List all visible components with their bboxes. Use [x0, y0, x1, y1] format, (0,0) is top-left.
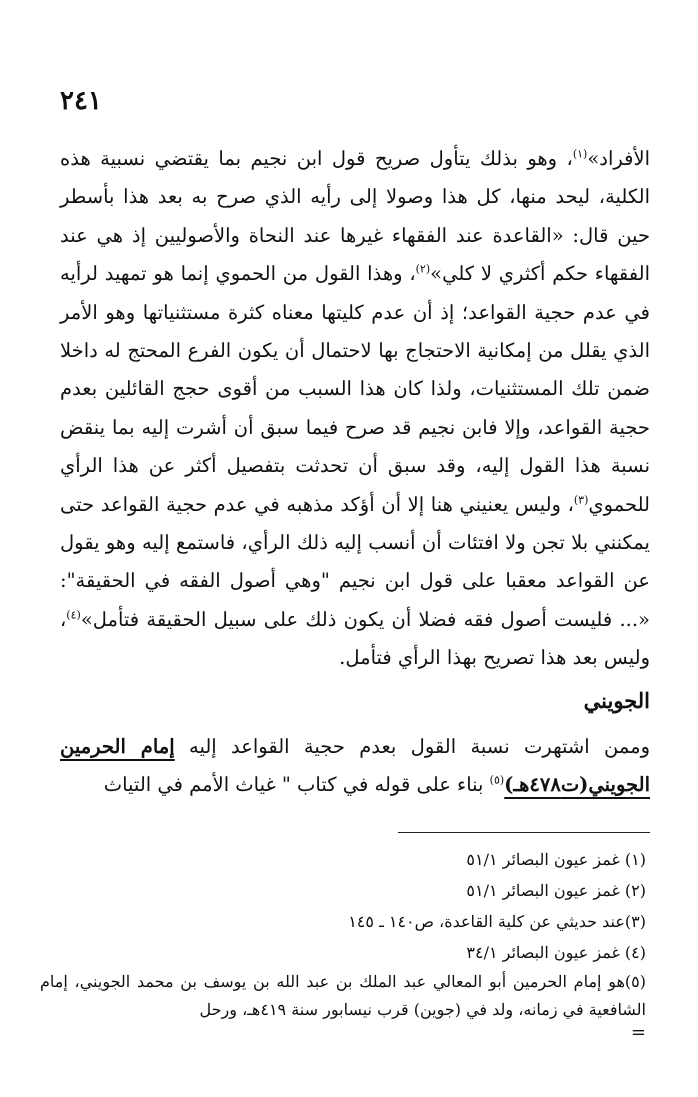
footnote-ref-1[interactable]: (١): [572, 147, 588, 161]
footnote-ref-2[interactable]: (٢): [415, 262, 431, 276]
footnote-3: (٣)عند حديثي عن كلية القاعدة، ص١٤٠ ـ ١٤٥: [348, 912, 646, 931]
paragraph-text: بناء على قوله في كتاب " غياث الأمم في التياث: [103, 773, 490, 796]
footnote-ref-5[interactable]: (٥): [489, 773, 505, 787]
paragraph-text: ، وهو بذلك يتأول صريح قول ابن نجيم بما يقتضي نسبية هذه الكلية، ليحد منها، كل هذا وصولا إلى رأيه الذي صرح به بعد هذا بأسطر حين قال: «القاعدة عند الفقهاء غيرها عند النحاة والأصوليين إذ هي عند الفقهاء حكم أكثري لا كلي»: [60, 147, 650, 286]
paragraph-text: وممن اشتهرت نسبة القول بعدم حجية القواعد إليه: [174, 735, 650, 758]
main-paragraph: [60, 140, 650, 678]
paragraph-text: ، وهذا القول من الحموي إنما هو تمهيد لرأيه في عدم حجية القواعد؛ إذ أن عدم كليتها معناه كثرة مستثنياتها وهو الأمر الذي يقلل من إمكانية الاحتجاج بها لاحتمال أن يكون الفرع المحتج له داخلا ضمن تلك المستثنيات، ولذا كان هذا السبب من أقوى حجج القائلين بعدم حجية القواعد، وإلا فابن نجيم قد صرح فيما سبق أن أشرت إليه بما ينقض نسبة هذا القول إليه، وقد سبق أن تحدثت بتفصيل أكثر عن هذا الرأي للحموي: [60, 262, 650, 516]
footnote-divider: [398, 832, 650, 833]
footnote-4: (٤) غمز عيون البصائر ٣٤/١: [466, 943, 646, 962]
imam-name: إمام الحرمين الجويني(ت٤٧٨هـ): [60, 735, 650, 796]
paragraph-text: ، وليس بعد هذا تصريح بهذا الرأي فتأمل.: [60, 607, 650, 670]
paragraph-text: الأفراد»: [587, 147, 650, 170]
section-paragraph: [60, 728, 650, 804]
footnote-ref-4[interactable]: (٤): [66, 608, 81, 622]
footnotes: [40, 844, 650, 1042]
page-number: ٢٤١: [60, 86, 102, 116]
footnote-1: (١) غمز عيون البصائر ٥١/١: [466, 850, 646, 869]
footnote-5: (٥)هو إمام الحرمين أبو المعالي عبد الملك بن عبد الله بن يوسف بن محمد الجويني، إمام الشافعية في زمانه، ولد في (جوين) قرب نيسابور سنة ٤١٩هـ، ورحل: [40, 972, 647, 1019]
footnote-2: (٢) غمز عيون البصائر ٥١/١: [466, 881, 646, 900]
continuation-mark: =: [630, 1022, 646, 1043]
section-heading: الجويني: [583, 688, 650, 713]
paragraph-text: ، وليس يعنيني هنا إلا أن أؤكد مذهبه في عدم حجية القواعد حتى يمكنني بلا تجن ولا افتئات أن أنسب إليه ذلك الرأي، فاستمع إليه وهو يقول عن القواعد معقبا على قول ابن نجيم "وهي أصول الفقه في الحقيقة": «... فليست أصول فقه فضلا أن يكون ذلك على سبيل الحقيقة فتأمل»: [60, 492, 650, 631]
footnote-ref-3[interactable]: (٣): [573, 493, 589, 507]
